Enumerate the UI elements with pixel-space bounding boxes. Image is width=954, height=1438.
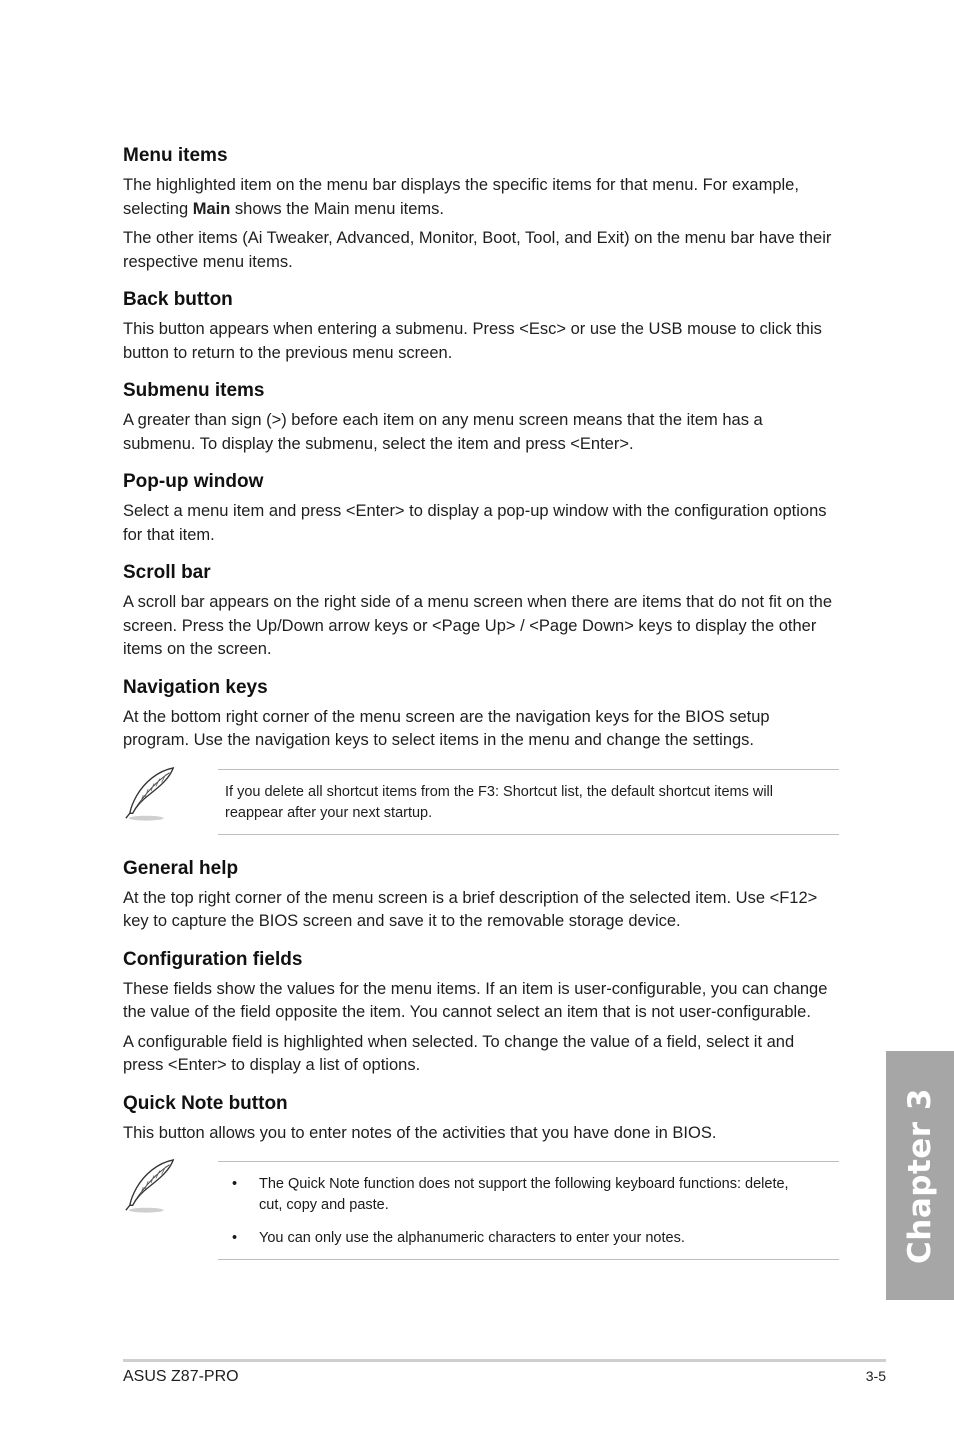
section-back-button (123, 288, 839, 365)
section-menu-items (123, 144, 839, 274)
section-popup-window (123, 470, 839, 547)
section-heading: Configuration fields (123, 948, 303, 970)
section-navigation-keys (123, 676, 839, 753)
section-paragraph: A scroll bar appears on the right side of a menu screen when there are items that do not fit on the screen. Press the Up/Down arrow keys or <Page Up> / <Page Down> keys to display the other items on the screen. (123, 593, 832, 658)
footer-product-name: ASUS Z87-PRO (123, 1368, 239, 1385)
section-heading: Submenu items (123, 380, 265, 401)
section-heading: Quick Note button (123, 1092, 288, 1114)
note-box-quick-note (123, 1161, 839, 1260)
section-paragraph (123, 174, 839, 221)
section-paragraph: At the bottom right corner of the menu screen are the navigation keys for the BIOS setup program. Use the navigation keys to select items in the menu and change the settings. (123, 707, 770, 749)
section-quick-note-button (123, 1092, 839, 1146)
section-paragraph: This button allows you to enter notes of the activities that you have done in BIOS. (123, 1123, 717, 1142)
section-heading: Scroll bar (123, 562, 211, 583)
note-content (218, 769, 839, 835)
section-general-help (123, 857, 839, 934)
chapter-tab (886, 1051, 954, 1300)
note-content (218, 1161, 839, 1260)
section-paragraph: A configurable field is highlighted when selected. To change the value of a field, select it and press <Enter> to display a list of options. (123, 1032, 795, 1074)
note-bullet: • The Quick Note function does not support the following keyboard functions: delete, cut, copy and paste. (225, 1174, 809, 1216)
feather-pen-icon (123, 765, 181, 823)
section-paragraph: At the top right corner of the menu screen is a brief description of the selected item. Use <F12> key to capture the BIOS screen and save it to the removable storage device. (123, 888, 818, 930)
note-bullet-list (225, 1174, 809, 1249)
section-configuration-fields (123, 948, 839, 1078)
para-text: shows the Main menu items. (230, 199, 444, 218)
note-box-shortcut (123, 769, 839, 835)
footer-page-number: 3-5 (865, 1368, 886, 1384)
section-heading: Navigation keys (123, 676, 268, 698)
chapter-tab-label: Chapter 3 (902, 1087, 938, 1264)
para-text: The highlighted item on the menu bar displays the specific items for that menu. For example, selecting (123, 176, 799, 218)
section-paragraph: Select a menu item and press <Enter> to display a pop-up window with the configuration options for that item. (123, 502, 827, 544)
section-submenu-items (123, 379, 839, 456)
section-paragraph: This button appears when entering a submenu. Press <Esc> or use the USB mouse to click this button to return to the previous menu screen. (123, 320, 822, 362)
section-scroll-bar (123, 561, 839, 662)
section-heading: General help (123, 857, 239, 879)
section-paragraph: These fields show the values for the menu items. If an item is user-configurable, you can change the value of the field opposite the item. You cannot select an item that is not user-configurable. (123, 979, 828, 1021)
feather-pen-icon (123, 1157, 181, 1215)
section-paragraph: A greater than sign (>) before each item on any menu screen means that the item has a submenu. To display the submenu, select the item and press <Enter>. (123, 411, 763, 453)
section-heading: Pop-up window (123, 471, 264, 492)
footer-divider (123, 1359, 886, 1362)
page-content (123, 144, 839, 1282)
section-heading: Back button (123, 289, 233, 310)
section-heading: Menu items (123, 145, 228, 166)
note-text: If you delete all shortcut items from the F3: Shortcut list, the default shortcut items will reappear after your next startup. (225, 783, 774, 821)
note-bullet: • You can only use the alphanumeric characters to enter your notes. (225, 1228, 809, 1249)
section-paragraph: The other items (Ai Tweaker, Advanced, Monitor, Boot, Tool, and Exit) on the menu bar have their respective menu items. (123, 229, 832, 271)
bold-term: Main (192, 199, 231, 218)
